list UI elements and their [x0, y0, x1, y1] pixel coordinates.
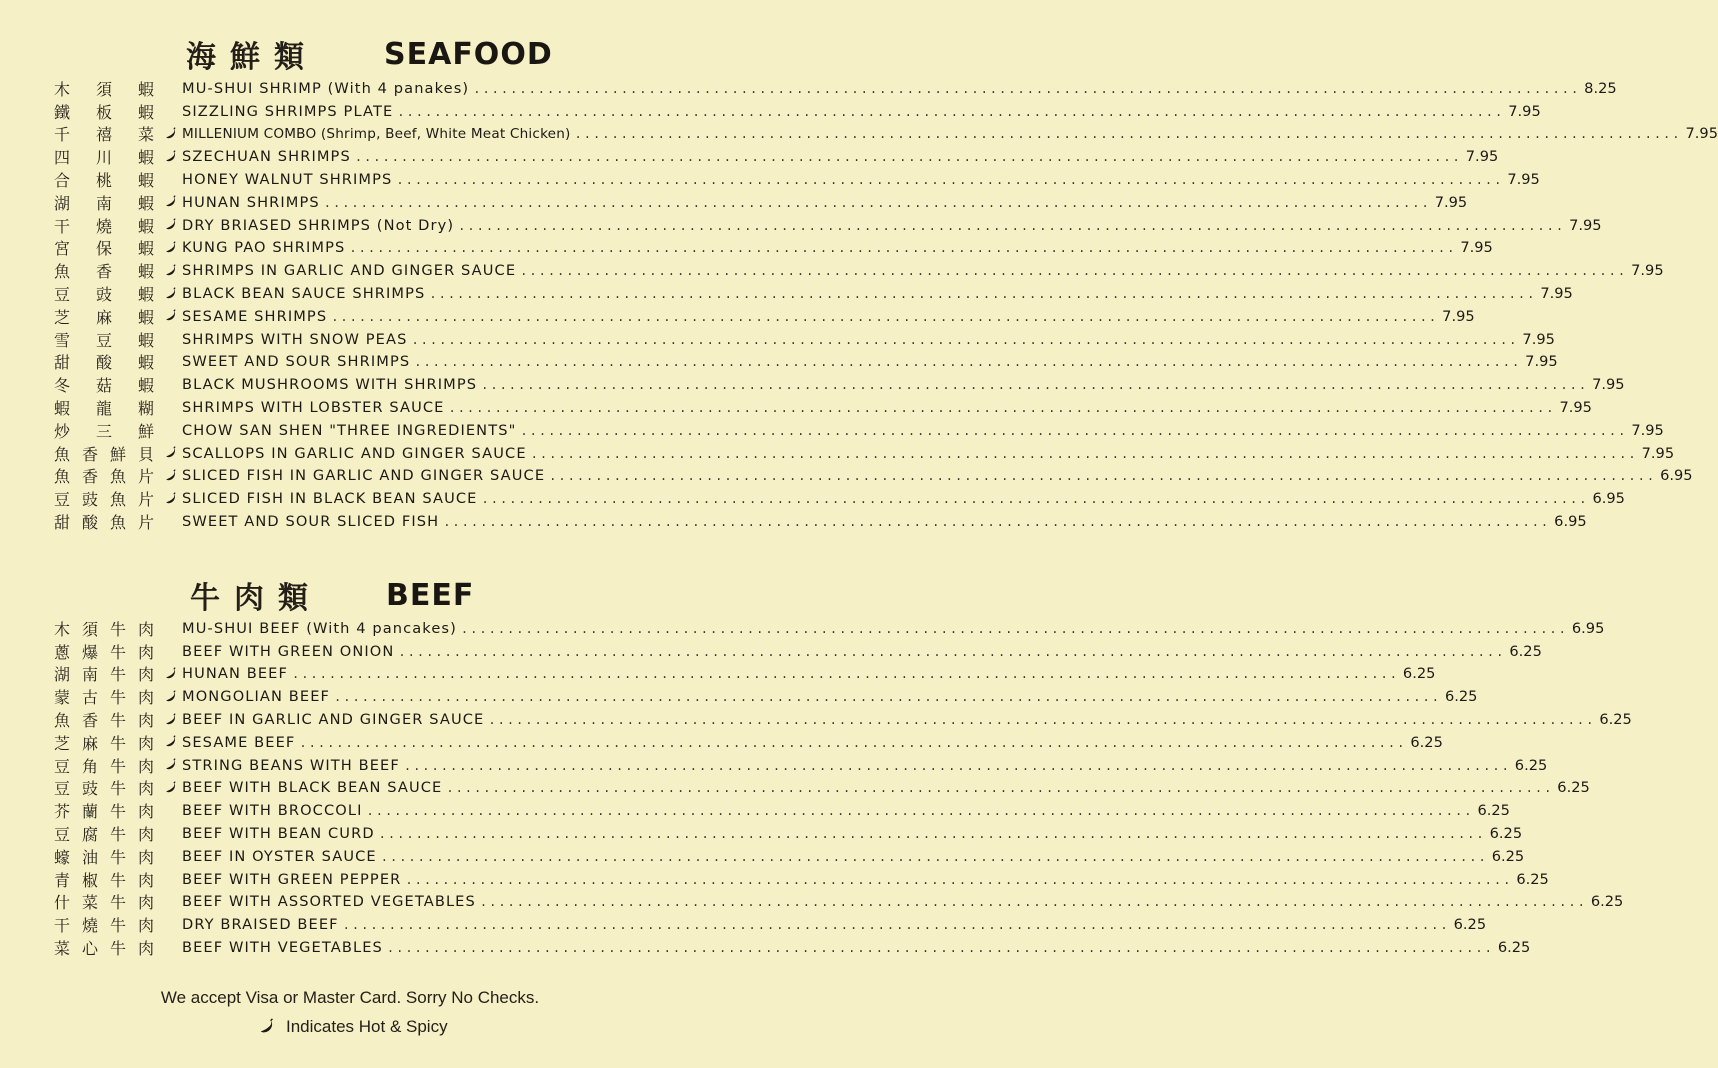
- seafood-title-zh: 海鮮類: [186, 40, 318, 75]
- menu-item-line: [182, 619, 1605, 637]
- menu-item-name: SHRIMPS WITH SNOW PEAS: [182, 330, 408, 348]
- menu-item-price: 6.95: [1571, 619, 1605, 637]
- menu-item-price: 7.95: [1460, 239, 1493, 257]
- menu-item-name: MU-SHUI SHRIMP (With 4 panakes): [182, 79, 470, 97]
- chili-pepper-icon: [164, 309, 178, 323]
- menu-item-name: SCALLOPS IN GARLIC AND GINGER SAUCE: [182, 444, 527, 462]
- menu-item-chinese-name: 四 川 蝦: [54, 148, 154, 168]
- menu-item-line: [182, 893, 1624, 911]
- dot-leader: ........................................................................................................................: [405, 872, 1513, 887]
- chili-pepper-icon: [164, 758, 178, 772]
- menu-item-row: [0, 913, 1487, 936]
- menu-item-name: HUNAN SHRIMPS: [182, 193, 320, 211]
- chili-pepper-icon: [164, 264, 178, 278]
- menu-item-name: STRING BEANS WITH BEEF: [182, 756, 400, 774]
- dot-leader: ........................................................................................................................: [354, 150, 1462, 165]
- menu-item-line: [182, 847, 1525, 865]
- menu-item-price: 7.95: [1631, 262, 1664, 280]
- menu-item-price: 7.95: [1569, 216, 1602, 234]
- menu-item-name: SHRIMPS WITH LOBSTER SAUCE: [182, 399, 445, 417]
- menu-item-chinese-name: 什 菜 牛 肉: [54, 893, 154, 913]
- menu-item-chinese-name: 魚 香 蝦: [54, 262, 154, 282]
- menu-item-line: [182, 665, 1436, 683]
- menu-item-name: CHOW SAN SHEN "THREE INGREDIENTS": [182, 421, 517, 439]
- menu-item-name: SESAME BEEF: [182, 733, 296, 751]
- menu-item-line: [182, 711, 1632, 729]
- beef-title-en: BEEF: [386, 577, 475, 613]
- chili-pepper-icon: [164, 218, 178, 232]
- menu-item-name: SLICED FISH IN BLACK BEAN SAUCE: [182, 490, 478, 508]
- menu-item-row: [0, 419, 1664, 442]
- dot-leader: ........................................................................................................................: [398, 644, 1506, 659]
- chili-pepper-icon: [164, 735, 178, 749]
- menu-item-line: [182, 399, 1592, 417]
- menu-item-price: 7.95: [1592, 376, 1625, 394]
- menu-item-line: [182, 779, 1590, 797]
- menu-item-chinese-name: 干 燒 蝦: [54, 216, 154, 236]
- menu-item-chinese-name: 雪 豆 蝦: [54, 330, 154, 350]
- menu-item-row: [0, 214, 1602, 237]
- menu-item-price: 6.25: [1444, 688, 1478, 706]
- dot-leader: ........................................................................................................................: [549, 469, 1657, 484]
- chili-pepper-icon: [164, 287, 178, 301]
- chili-pepper-icon: [164, 127, 178, 141]
- menu-item-price: 6.25: [1489, 825, 1523, 843]
- menu-item-line: [182, 285, 1573, 303]
- menu-item-price: 6.25: [1516, 870, 1549, 888]
- menu-item-line: [182, 102, 1541, 120]
- menu-item-chinese-name: 芥 蘭 牛 肉: [54, 802, 154, 822]
- menu-item-row: [0, 123, 1718, 146]
- menu-item-row: [0, 754, 1548, 777]
- dot-leader: ........................................................................................................................: [380, 849, 1488, 864]
- dot-leader: ........................................................................................................................: [429, 287, 1537, 302]
- dot-leader: ........................................................................................................................: [349, 241, 1457, 256]
- menu-item-line: [182, 490, 1625, 508]
- menu-item-row: [0, 77, 1617, 100]
- menu-item-chinese-name: 芝 麻 蝦: [54, 307, 154, 327]
- menu-item-line: [182, 444, 1675, 462]
- chili-pepper-icon: [164, 781, 178, 795]
- dot-leader: ........................................................................................................................: [366, 804, 1474, 819]
- menu-item-row: [0, 487, 1625, 510]
- menu-item-chinese-name: 鐵 板 蝦: [54, 102, 154, 122]
- chili-pepper-icon: [164, 446, 178, 460]
- menu-item-chinese-name: 豆 豉 牛 肉: [54, 779, 154, 799]
- dot-leader: ........................................................................................................................: [520, 264, 1628, 279]
- menu-item-row: [0, 465, 1693, 488]
- menu-item-line: [182, 825, 1523, 843]
- menu-item-line: [182, 939, 1531, 957]
- dot-leader: ........................................................................................................................: [479, 895, 1587, 910]
- menu-item-price: 7.95: [1685, 125, 1718, 143]
- seafood-title-en: SEAFOOD: [384, 36, 553, 72]
- menu-item-chinese-name: 豆 豉 魚 片: [54, 490, 154, 510]
- menu-item-row: [0, 799, 1510, 822]
- menu-item-row: [0, 373, 1625, 396]
- dot-leader: ........................................................................................................................: [386, 941, 1494, 956]
- chili-pepper-icon: [164, 667, 178, 681]
- menu-item-row: [0, 100, 1541, 123]
- menu-item-line: [182, 307, 1475, 325]
- dot-leader: ........................................................................................................................: [342, 918, 1450, 933]
- legend-text: Indicates Hot & Spicy: [286, 1017, 448, 1036]
- menu-item-name: KUNG PAO SHRIMPS: [182, 239, 346, 257]
- menu-item-price: 7.95: [1465, 148, 1499, 166]
- menu-item-chinese-name: 千 禧 菜: [54, 125, 154, 145]
- menu-item-line: [182, 330, 1555, 348]
- menu-item-line: [182, 376, 1625, 394]
- menu-item-price: 7.95: [1631, 421, 1664, 439]
- dot-leader: ........................................................................................................................: [323, 195, 1431, 210]
- beef-header: [0, 575, 700, 615]
- seafood-list: [0, 77, 1718, 533]
- menu-item-name: SHRIMPS IN GARLIC AND GINGER SAUCE: [182, 262, 517, 280]
- dot-leader: ........................................................................................................................: [403, 758, 1511, 773]
- dot-leader: ........................................................................................................................: [414, 355, 1522, 370]
- menu-item-row: [0, 145, 1499, 168]
- menu-item-price: 6.25: [1557, 779, 1590, 797]
- chili-pepper-icon: [164, 469, 178, 483]
- menu-item-chinese-name: 蝦 龍 糊: [54, 399, 154, 419]
- menu-item-row: [0, 259, 1664, 282]
- dot-leader: ........................................................................................................................: [473, 81, 1581, 96]
- menu-item-chinese-name: 甜 酸 魚 片: [54, 513, 154, 533]
- dot-leader: ........................................................................................................................: [331, 309, 1439, 324]
- dot-leader: ........................................................................................................................: [299, 735, 1407, 750]
- menu-item-line: [182, 870, 1549, 888]
- menu-item-name: BEEF WITH BLACK BEAN SAUCE: [182, 779, 443, 797]
- menu-item-row: [0, 168, 1540, 191]
- dot-leader: ........................................................................................................................: [460, 621, 1568, 636]
- menu-item-chinese-name: 蒙 古 牛 肉: [54, 688, 154, 708]
- menu-item-line: [182, 239, 1493, 257]
- menu-item-price: 6.25: [1477, 802, 1510, 820]
- menu-item-line: [182, 733, 1443, 751]
- menu-item-chinese-name: 青 椒 牛 肉: [54, 870, 154, 890]
- dot-leader: ........................................................................................................................: [488, 713, 1596, 728]
- menu-item-price: 6.25: [1599, 711, 1632, 729]
- menu-item-row: [0, 442, 1675, 465]
- menu-item-price: 6.25: [1491, 847, 1525, 865]
- dot-leader: ........................................................................................................................: [378, 827, 1486, 842]
- menu-item-chinese-name: 冬 菇 蝦: [54, 376, 154, 396]
- menu-item-row: [0, 868, 1549, 891]
- menu-item-chinese-name: 芝 麻 牛 肉: [54, 733, 154, 753]
- menu-item-line: [182, 262, 1664, 280]
- chili-pepper-icon: [164, 492, 178, 506]
- menu-item-row: [0, 282, 1573, 305]
- menu-item-price: 7.95: [1442, 307, 1475, 325]
- menu-item-row: [0, 708, 1632, 731]
- menu-item-name: BEEF IN GARLIC AND GINGER SAUCE: [182, 711, 485, 729]
- menu-item-name: HUNAN BEEF: [182, 665, 288, 683]
- menu-item-line: [182, 148, 1499, 166]
- menu-item-row: [0, 351, 1558, 374]
- menu-item-price: 6.95: [1554, 513, 1587, 531]
- menu-item-chinese-name: 甜 酸 蝦: [54, 353, 154, 373]
- menu-item-name: DRY BRAISED BEEF: [182, 916, 339, 934]
- menu-item-row: [0, 191, 1468, 214]
- menu-item-line: [182, 513, 1587, 531]
- beef-list: [0, 617, 1632, 959]
- beef-title-zh: 牛肉類: [190, 581, 322, 616]
- menu-item-chinese-name: 干 燒 牛 肉: [54, 916, 154, 936]
- menu-item-line: [182, 171, 1540, 189]
- menu-item-name: MILLENIUM COMBO (Shrimp, Beef, White Meat Chicken): [182, 126, 571, 143]
- menu-item-line: [182, 802, 1510, 820]
- chili-pepper-icon: [164, 241, 178, 255]
- menu-item-price: 7.95: [1434, 193, 1468, 211]
- chili-pepper-icon: [164, 195, 178, 209]
- dot-leader: ........................................................................................................................: [458, 218, 1566, 233]
- dot-leader: ........................................................................................................................: [446, 781, 1554, 796]
- dot-leader: ........................................................................................................................: [411, 332, 1519, 347]
- menu-item-line: [182, 421, 1664, 439]
- menu-item-price: 7.95: [1641, 444, 1675, 462]
- menu-item-name: SIZZLING SHRIMPS PLATE: [182, 102, 394, 120]
- menu-item-line: [182, 688, 1478, 706]
- dot-leader: ........................................................................................................................: [396, 173, 1504, 188]
- menu-item-chinese-name: 炒 三 鮮: [54, 421, 154, 441]
- menu-item-chinese-name: 宮 保 蝦: [54, 239, 154, 259]
- chili-pepper-icon: [164, 690, 178, 704]
- menu-item-chinese-name: 豆 角 牛 肉: [54, 756, 154, 776]
- menu-item-price: 6.95: [1660, 467, 1693, 485]
- dot-leader: ........................................................................................................................: [443, 515, 1551, 530]
- menu-item-chinese-name: 魚 香 魚 片: [54, 467, 154, 487]
- menu-item-name: BEEF WITH ASSORTED VEGETABLES: [182, 893, 476, 911]
- dot-leader: ........................................................................................................................: [291, 667, 1399, 682]
- menu-item-name: HONEY WALNUT SHRIMPS: [182, 171, 393, 189]
- menu-item-chinese-name: 湖 南 蝦: [54, 193, 154, 213]
- menu-item-name: SLICED FISH IN GARLIC AND GINGER SAUCE: [182, 467, 546, 485]
- menu-item-line: [182, 353, 1558, 371]
- menu-item-chinese-name: 菜 心 牛 肉: [54, 939, 154, 959]
- menu-item-row: [0, 328, 1555, 351]
- menu-item-chinese-name: 魚 香 鮮 貝: [54, 444, 154, 464]
- menu-item-chinese-name: 蠔 油 牛 肉: [54, 847, 154, 867]
- menu-item-price: 7.95: [1525, 353, 1558, 371]
- menu-item-row: [0, 936, 1531, 959]
- dot-leader: ........................................................................................................................: [448, 401, 1556, 416]
- menu-item-name: SESAME SHRIMPS: [182, 307, 328, 325]
- menu-item-name: BEEF IN OYSTER SAUCE: [182, 847, 377, 865]
- chili-pepper-icon: [258, 1018, 276, 1036]
- menu-item-line: [182, 916, 1487, 934]
- menu-item-name: BEEF WITH GREEN PEPPER: [182, 870, 402, 888]
- menu-item-row: [0, 305, 1475, 328]
- seafood-header: [0, 34, 700, 74]
- menu-item-name: MONGOLIAN BEEF: [182, 688, 331, 706]
- menu-item-chinese-name: 蔥 爆 牛 肉: [54, 642, 154, 662]
- menu-item-name: BEEF WITH VEGETABLES: [182, 939, 383, 957]
- menu-item-line: [182, 642, 1542, 660]
- menu-item-chinese-name: 豆 腐 牛 肉: [54, 825, 154, 845]
- menu-item-name: BLACK BEAN SAUCE SHRIMPS: [182, 285, 426, 303]
- menu-item-price: 6.95: [1592, 490, 1625, 508]
- menu-item-name: SWEET AND SOUR SLICED FISH: [182, 513, 440, 531]
- spicy-legend: [258, 1016, 448, 1038]
- menu-item-line: [182, 467, 1693, 485]
- menu-item-line: [182, 756, 1548, 774]
- dot-leader: ........................................................................................................................: [481, 492, 1589, 507]
- menu-item-chinese-name: 魚 香 牛 肉: [54, 711, 154, 731]
- menu-item-line: [182, 216, 1602, 234]
- menu-item-price: 7.95: [1540, 285, 1573, 303]
- chili-pepper-icon: [164, 713, 178, 727]
- menu-item-row: [0, 237, 1493, 260]
- menu-item-chinese-name: 合 桃 蝦: [54, 171, 154, 191]
- menu-item-row: [0, 396, 1592, 419]
- menu-item-price: 6.25: [1410, 733, 1443, 751]
- dot-leader: ........................................................................................................................: [520, 423, 1628, 438]
- menu-item-chinese-name: 木 須 牛 肉: [54, 619, 154, 639]
- menu-item-price: 7.95: [1507, 171, 1540, 189]
- menu-item-name: BEEF WITH GREEN ONION: [182, 642, 395, 660]
- menu-item-name: BEEF WITH BEAN CURD: [182, 825, 375, 843]
- menu-item-name: DRY BRIASED SHRIMPS (Not Dry): [182, 216, 455, 234]
- menu-item-price: 8.25: [1584, 79, 1617, 97]
- menu-item-name: BEEF WITH BROCCOLI: [182, 802, 363, 820]
- menu-item-row: [0, 822, 1523, 845]
- menu-item-price: 6.25: [1509, 642, 1542, 660]
- menu-item-row: [0, 777, 1590, 800]
- menu-item-line: [182, 125, 1718, 143]
- menu-item-name: MU-SHUI BEEF (With 4 pancakes): [182, 619, 457, 637]
- menu-item-row: [0, 685, 1478, 708]
- dot-leader: ........................................................................................................................: [397, 104, 1505, 119]
- dot-leader: ........................................................................................................................: [574, 127, 1682, 142]
- menu-item-line: [182, 193, 1468, 211]
- menu-item-chinese-name: 木 須 蝦: [54, 79, 154, 99]
- menu-item-price: 6.25: [1402, 665, 1436, 683]
- menu-item-row: [0, 640, 1542, 663]
- menu-item-row: [0, 510, 1587, 533]
- menu-item-price: 7.95: [1508, 102, 1541, 120]
- menu-item-price: 7.95: [1559, 399, 1592, 417]
- chili-pepper-icon: [164, 150, 178, 164]
- payment-note: We accept Visa or Master Card. Sorry No Checks.: [160, 988, 540, 1007]
- menu-item-price: 6.25: [1453, 916, 1487, 934]
- menu-item-row: [0, 617, 1605, 640]
- menu-item-line: [182, 79, 1617, 97]
- menu-item-chinese-name: 豆 豉 蝦: [54, 285, 154, 305]
- menu-item-row: [0, 845, 1525, 868]
- menu-item-price: 6.25: [1590, 893, 1624, 911]
- menu-item-name: SZECHUAN SHRIMPS: [182, 148, 351, 166]
- menu-item-price: 7.95: [1522, 330, 1555, 348]
- menu-item-price: 6.25: [1497, 939, 1531, 957]
- menu-item-name: BLACK MUSHROOMS WITH SHRIMPS: [182, 376, 478, 394]
- dot-leader: ........................................................................................................................: [481, 378, 1589, 393]
- dot-leader: ........................................................................................................................: [530, 446, 1638, 461]
- menu-item-price: 6.25: [1514, 756, 1548, 774]
- menu-item-row: [0, 663, 1436, 686]
- menu-item-chinese-name: 湖 南 牛 肉: [54, 665, 154, 685]
- dot-leader: ........................................................................................................................: [334, 690, 1441, 705]
- menu-item-row: [0, 731, 1443, 754]
- menu-item-row: [0, 891, 1624, 914]
- menu-item-name: SWEET AND SOUR SHRIMPS: [182, 353, 411, 371]
